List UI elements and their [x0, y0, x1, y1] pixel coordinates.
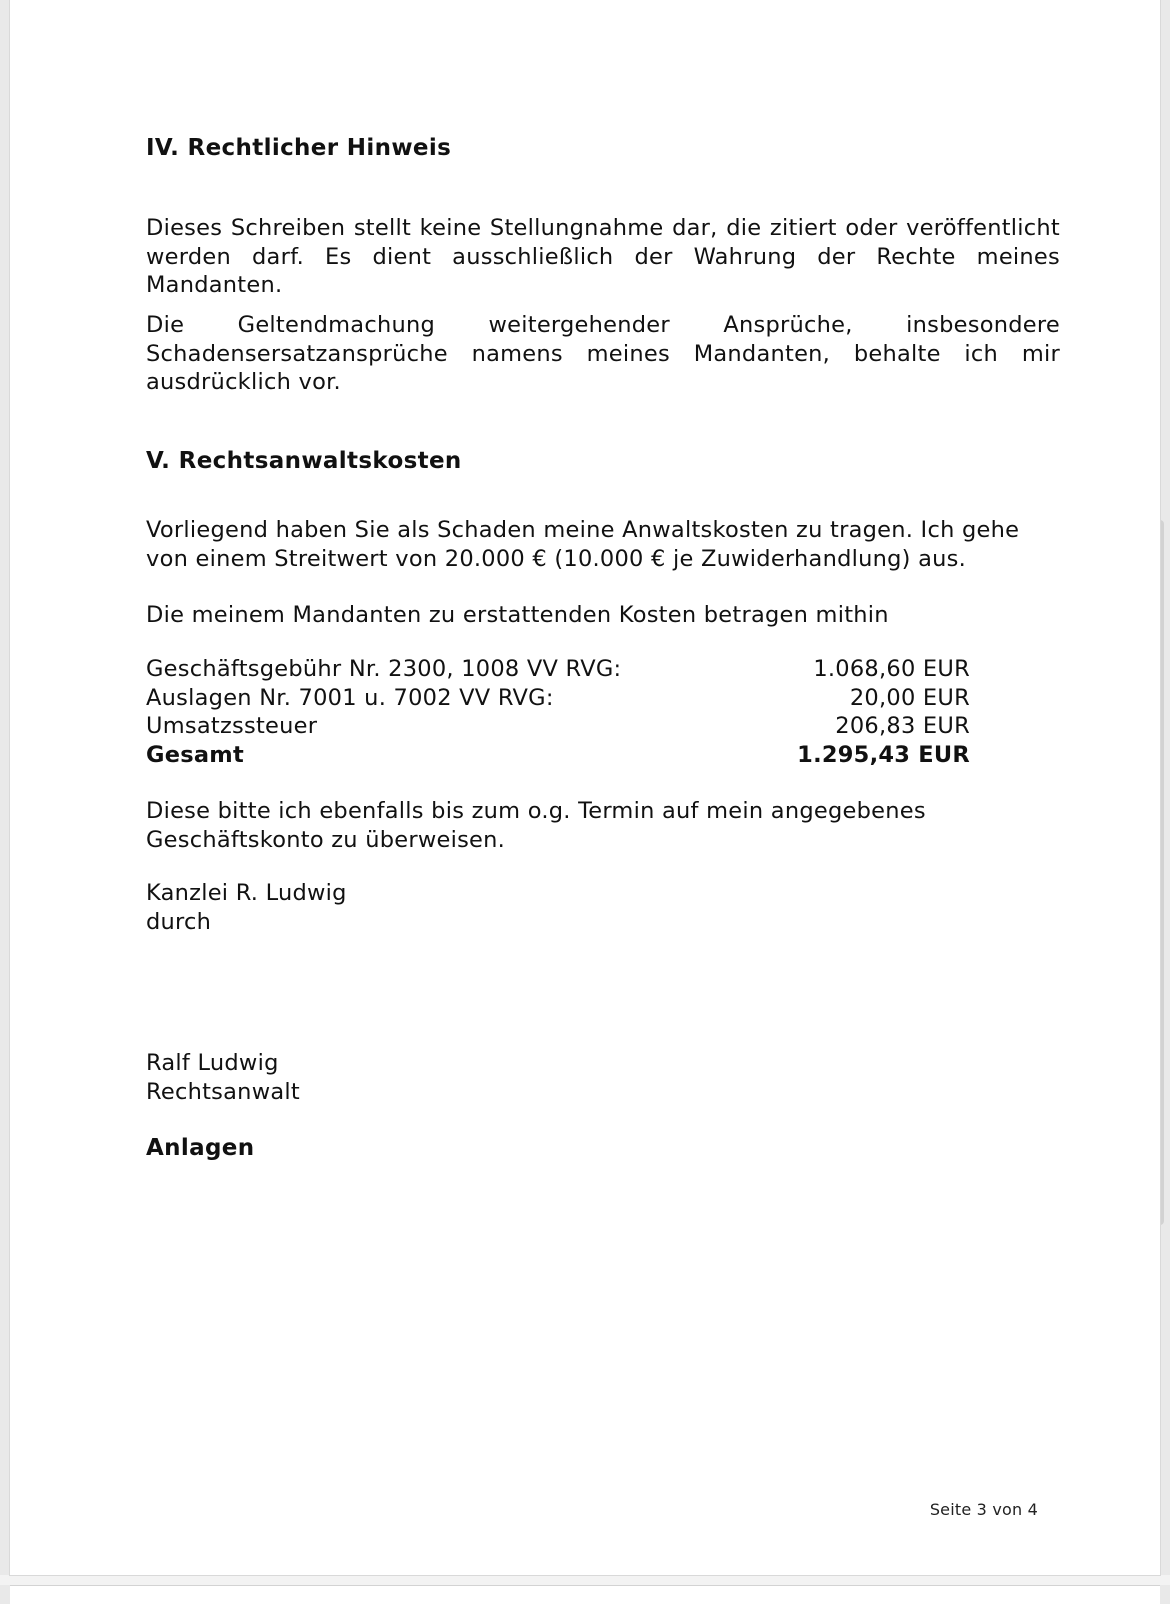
fee-total-amount: 1.295,43 EUR: [797, 741, 970, 768]
transfer-request-paragraph: Diese bitte ich ebenfalls bis zum o.g. Termin auf mein angegebenes Geschäftskonto zu überweisen.: [146, 798, 926, 853]
section-heading-legal-notice: IV. Rechtlicher Hinweis: [146, 135, 452, 161]
fee-label: Geschäftsgebühr Nr. 2300, 1008 VV RVG:: [146, 656, 622, 682]
signer-name: Ralf Ludwig: [146, 1050, 279, 1076]
signature-by-label: durch: [146, 908, 212, 935]
fee-row: [146, 684, 970, 713]
legal-notice-paragraph-1: Dieses Schreiben stellt keine Stellungnahme dar, die zitiert oder veröffentlicht werden darf. Es dient ausschließlich der Wahrung der Rechte meines Mandanten.: [146, 215, 1060, 298]
page-gap: [0, 1575, 1170, 1585]
fee-amount: 20,00 EUR: [849, 684, 970, 711]
attachments-heading: Anlagen: [146, 1135, 255, 1161]
fee-intro-paragraph: Die meinem Mandanten zu erstattenden Kosten betragen mithin: [146, 602, 889, 628]
fee-row: [146, 712, 970, 741]
signer-role: Rechtsanwalt: [146, 1078, 300, 1105]
fee-label: Auslagen Nr. 7001 u. 7002 VV RVG:: [146, 684, 554, 711]
fee-amount: 206,83 EUR: [835, 713, 970, 739]
section-heading-attorney-fees: V. Rechtsanwaltskosten: [146, 448, 462, 474]
fee-table: [146, 655, 970, 769]
firm-signature-block: [146, 879, 1060, 936]
page-number: Seite 3 von 4: [929, 1500, 1038, 1519]
document-page: [10, 0, 1160, 1575]
attorney-signature-block: [146, 1049, 1060, 1106]
legal-notice-paragraph-2: Die Geltendmachung weitergehender Ansprüche, insbesondere Schadensersatzansprüche namens meines Mandanten, behalte ich mir ausdrücklich vor.: [146, 312, 1060, 395]
attorney-fees-paragraph: Vorliegend haben Sie als Schaden meine Anwaltskosten zu tragen. Ich gehe von einem Streitwert von 20.000 € (10.000 € je Zuwiderhandlung) aus.: [146, 517, 1020, 572]
firm-name: Kanzlei R. Ludwig: [146, 880, 347, 906]
fee-amount: 1.068,60 EUR: [813, 656, 970, 682]
fee-total-row: [146, 741, 970, 770]
fee-row: [146, 655, 970, 684]
next-page-edge: [10, 1585, 1160, 1604]
fee-label: Umsatzssteuer: [146, 713, 318, 739]
fee-total-label: Gesamt: [146, 741, 245, 768]
